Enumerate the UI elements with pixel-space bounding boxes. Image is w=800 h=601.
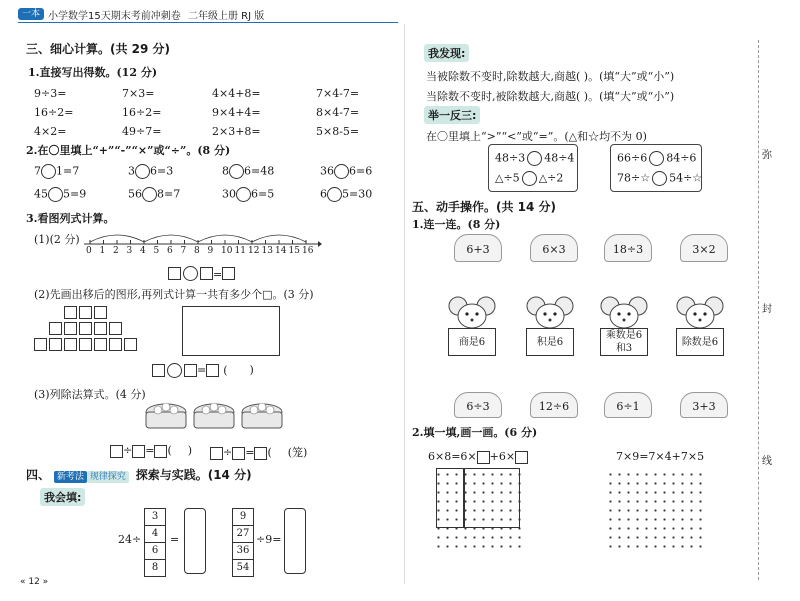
q2-operand: 5=30 — [342, 187, 373, 201]
paren: ) — [187, 444, 193, 457]
cheese-label: 3×2 — [692, 243, 716, 256]
compare-circle[interactable] — [522, 171, 537, 186]
q2-operand: 8=7 — [157, 187, 181, 201]
cheese-card[interactable] — [454, 392, 502, 418]
operator-circle[interactable] — [236, 187, 251, 202]
number-line-label: 2 — [113, 246, 119, 256]
q2-operand: 6=3 — [150, 164, 174, 178]
answer-box[interactable] — [515, 451, 528, 464]
cheese-label: 3+3 — [692, 400, 716, 413]
divisor-column-1 — [144, 508, 166, 577]
compare-right: 48÷4 — [544, 151, 575, 165]
q2-operand: 6 — [320, 187, 327, 201]
square-shape — [124, 338, 137, 351]
square-shape — [79, 322, 92, 335]
mouse-icon — [524, 296, 576, 330]
compare-right: 54÷☆ — [669, 171, 703, 185]
q2-operand: 8 — [222, 164, 229, 178]
square-shape — [49, 322, 62, 335]
drawing-area[interactable] — [182, 306, 280, 356]
div2-tail: ÷9= — [256, 533, 282, 546]
operator-circle[interactable] — [48, 187, 63, 202]
dot-grid-rect-1 — [436, 468, 464, 528]
header-rule — [18, 22, 398, 23]
operator-circle[interactable] — [135, 164, 150, 179]
compare-circle[interactable] — [527, 151, 542, 166]
cheese-card[interactable] — [530, 392, 578, 418]
wohuitian-label: 我会填: — [40, 488, 85, 506]
q1-item: 5×8-5= — [316, 125, 360, 138]
q2-title: 2.在〇里填上“+”“-”“×”或“÷”。(8 分) — [26, 144, 231, 157]
eq-left — [428, 450, 528, 464]
q2-operand: 7 — [34, 164, 41, 178]
discover-line-1: 当被除数不变时,除数越大,商越( )。(填“大”或“小”) — [426, 70, 675, 83]
juyi-text: 在〇里填上“>”“<”或“=”。(△和☆均不为 0) — [426, 130, 647, 143]
mouse-sign: 除数是6 — [676, 328, 724, 356]
answer-box[interactable] — [477, 451, 490, 464]
q1-item: 8×4-7= — [316, 106, 360, 119]
square-shape — [79, 338, 92, 351]
cheese-label: 6÷3 — [466, 400, 490, 413]
answer-box[interactable] — [200, 267, 213, 280]
tag-new-method: 新考法 — [54, 471, 87, 483]
compare-panel-1 — [488, 144, 578, 192]
answer-box[interactable] — [222, 267, 235, 280]
q1-item: 16÷2= — [122, 106, 162, 119]
brand-badge: 一本 — [18, 8, 44, 20]
q1-item: 9÷3= — [34, 87, 67, 100]
seal-line — [758, 40, 759, 580]
number-line-label: 3 — [126, 246, 133, 256]
operator-circle[interactable] — [142, 187, 157, 202]
square-shape — [109, 338, 122, 351]
paren: ) — [249, 363, 254, 377]
number-line-label: 1 — [99, 246, 106, 256]
juyi-title: 举一反三: — [424, 106, 480, 124]
section4-number: 四、 — [26, 468, 51, 482]
operator-circle[interactable] — [334, 164, 349, 179]
q3-1-label: (1)(2 分) — [34, 233, 80, 246]
result-capsule-1[interactable] — [184, 508, 206, 574]
dot-grid-rect-2 — [464, 468, 520, 528]
number-line-label: 13 — [261, 246, 273, 256]
section5-title: 五、动手操作。(共 14 分) — [412, 200, 557, 214]
cheese-card[interactable] — [604, 392, 652, 418]
q2-operand: 6=6 — [349, 164, 373, 178]
q1-col4 — [316, 84, 359, 141]
result-capsule-2[interactable] — [284, 508, 306, 574]
q3-3-label: (3)列除法算式。(4 分) — [34, 388, 146, 401]
square-shape — [94, 306, 107, 319]
q1-item: 4×2= — [34, 125, 67, 138]
tag-pattern: 规律探究 — [87, 471, 129, 483]
number-line-label: 0 — [86, 246, 92, 256]
operator-circle[interactable] — [229, 164, 244, 179]
q2-operand: 45 — [34, 187, 48, 201]
mouse-figure[interactable] — [674, 296, 726, 360]
paren: ( — [167, 444, 172, 457]
mouse-figure[interactable] — [446, 296, 498, 360]
number-line-label: 6 — [167, 246, 173, 256]
q2-operand: 6=48 — [244, 164, 275, 178]
square-shape — [64, 338, 77, 351]
q1-item: 9×4+4= — [212, 106, 261, 119]
mouse-figure[interactable] — [598, 296, 650, 360]
dot-grid-right[interactable] — [606, 470, 706, 552]
cheese-card[interactable] — [680, 234, 728, 262]
answer-box[interactable] — [184, 364, 197, 377]
square-shape — [94, 322, 107, 335]
q3-3-answer-left: ÷ = ( ) — [110, 444, 192, 458]
steamers — [144, 400, 284, 436]
square-shape — [64, 322, 77, 335]
section3-title: 三、细心计算。(共 29 分) — [26, 42, 171, 56]
q1-item: 2×3+8= — [212, 125, 261, 138]
q2-operand: 30 — [222, 187, 236, 201]
q1-item: 7×4-7= — [316, 87, 360, 100]
answer-box[interactable] — [254, 447, 267, 460]
q1-col2 — [122, 84, 161, 141]
q1-col1 — [34, 84, 73, 141]
q1-title: 1.直接写出得数。(12 分) — [28, 66, 158, 79]
number-line-label: 11 — [234, 246, 246, 256]
answer-box[interactable] — [132, 445, 145, 458]
mouse-icon — [598, 296, 650, 330]
compare-circle[interactable] — [649, 151, 664, 166]
mouse-figure[interactable] — [524, 296, 576, 360]
square-pyramid — [28, 306, 158, 352]
number-line-label: 10 — [221, 246, 233, 256]
cheese-card[interactable] — [604, 234, 652, 262]
number-line-label: 4 — [140, 246, 146, 256]
square-shape — [34, 338, 47, 351]
seal-char: 弥 — [762, 150, 772, 161]
mouse-sign: 商是6 — [448, 328, 496, 356]
cheese-card[interactable] — [680, 392, 728, 418]
compare-left: 48÷3 — [495, 151, 526, 165]
square-shape — [79, 306, 92, 319]
compare-circle[interactable] — [652, 171, 667, 186]
q2-row1 — [34, 164, 404, 182]
grade-label: 二年级上册 RJ 版 — [188, 11, 265, 22]
page-number: « 12 » — [20, 577, 49, 587]
number-line-label: 9 — [207, 246, 214, 256]
steamer-icon — [144, 400, 284, 436]
number-line-label: 16 — [302, 246, 314, 256]
number-line-label: 5 — [153, 246, 160, 256]
operator-circle[interactable] — [41, 164, 56, 179]
divisor-cell: 3 — [145, 509, 165, 526]
answer-box[interactable] — [206, 364, 219, 377]
equals-sign: = — [197, 363, 207, 377]
q2-row2 — [34, 187, 404, 205]
square-shape — [49, 338, 62, 351]
mouse-icon — [446, 296, 498, 330]
paren: ( — [223, 363, 228, 377]
section4-title: 探索与实践。(14 分) — [135, 468, 252, 482]
eq-right: 7×9=7×4+7×5 — [616, 450, 705, 463]
dividend-cell: 9 — [233, 509, 253, 526]
q3-2-answer-row — [152, 363, 254, 378]
q2-operand: 56 — [128, 187, 142, 201]
q3-1-answer-row — [168, 263, 235, 282]
equals-sign: = — [170, 533, 180, 546]
q1-item: 49÷7= — [122, 125, 162, 138]
compare-right: 84÷6 — [666, 151, 697, 165]
q2-operand: 5=9 — [63, 187, 87, 201]
number-line-labels — [82, 246, 322, 258]
dividend-cell: 27 — [233, 526, 253, 543]
q1-col3 — [212, 84, 261, 141]
eq-left-text: 6×8=6× — [428, 450, 477, 463]
answer-box[interactable] — [210, 447, 223, 460]
q2-operand: 3 — [128, 164, 135, 178]
square-shape — [94, 338, 107, 351]
q2-operand: 36 — [320, 164, 334, 178]
square-shape — [109, 322, 122, 335]
mouse-sign: 积是6 — [526, 328, 574, 356]
answer-box[interactable] — [232, 447, 245, 460]
paren: ( — [267, 446, 272, 459]
divisor-cell: 8 — [151, 562, 159, 573]
answer-box[interactable] — [168, 267, 181, 280]
lian-title: 1.连一连。(8 分) — [412, 218, 501, 231]
mice-row — [446, 296, 736, 360]
divisor-column-2 — [232, 508, 254, 577]
div1-lead: 24÷ — [118, 533, 142, 546]
operator-circle[interactable] — [327, 187, 342, 202]
unit-label: (笼) — [287, 446, 308, 459]
q1-item: 7×3= — [122, 87, 155, 100]
answer-box[interactable] — [154, 445, 167, 458]
mouse-sign: 乘数是6和3 — [600, 328, 648, 356]
q3-title: 3.看图列式计算。 — [26, 212, 115, 225]
q3-2-label: (2)先画出移后的图形,再列式计算一共有多少个□。(3 分) — [34, 288, 314, 301]
answer-box[interactable] — [110, 445, 123, 458]
equals-sign: = — [213, 268, 223, 281]
eq-left-mid: +6× — [489, 450, 516, 463]
number-line-label: 15 — [288, 246, 300, 256]
section4-heading — [26, 466, 252, 483]
cheese-label: 6+3 — [466, 243, 490, 256]
page-header — [18, 6, 398, 24]
q1-item: 4×4+8= — [212, 87, 261, 100]
number-line-label: 7 — [180, 246, 187, 256]
compare-left: 66÷6 — [617, 151, 648, 165]
cheese-label: 12÷6 — [538, 400, 570, 413]
book-title: 小学数学15天期末考前冲刺卷 — [48, 11, 181, 22]
cheese-label: 6÷1 — [616, 400, 640, 413]
cheese-card[interactable] — [454, 234, 502, 262]
cheese-label: 18÷3 — [612, 243, 644, 256]
divisor-cell: 4 — [145, 526, 165, 543]
number-line-label: 14 — [275, 246, 287, 256]
dividend-cell: 54 — [236, 562, 250, 573]
square-shape — [64, 306, 77, 319]
number-line-label: 12 — [248, 246, 260, 256]
dividend-cell: 36 — [233, 543, 253, 560]
equals-sign: = — [145, 444, 155, 457]
operator-circle[interactable] — [167, 363, 182, 378]
q3-3-answer-right: ÷ = ( (笼) — [210, 444, 307, 460]
q2-operand: 1=7 — [56, 164, 80, 178]
equals-sign: = — [245, 446, 255, 459]
cheese-label: 6×3 — [542, 243, 566, 256]
q2-operand: 6=5 — [251, 187, 275, 201]
compare-panel-2 — [610, 144, 702, 192]
cheese-card[interactable] — [530, 234, 578, 262]
discover-line-2: 当除数不变时,被除数越大,商越( )。(填“大”或“小”) — [426, 90, 675, 103]
q1-item: 16÷2= — [34, 106, 74, 119]
page-fold — [404, 24, 405, 584]
divisor-cell: 6 — [145, 543, 165, 560]
answer-box[interactable] — [152, 364, 165, 377]
seal-char: 封 — [762, 304, 772, 315]
discover-title: 我发现: — [424, 44, 469, 62]
compare-right: △÷2 — [538, 171, 564, 185]
compare-left: 78÷☆ — [617, 171, 651, 185]
tian-title: 2.填一填,画一画。(6 分) — [412, 426, 538, 439]
number-line-label: 8 — [194, 246, 200, 256]
compare-left: △÷5 — [495, 171, 520, 185]
seal-char: 线 — [762, 456, 772, 467]
operator-circle[interactable] — [183, 266, 198, 281]
mouse-icon — [674, 296, 726, 330]
